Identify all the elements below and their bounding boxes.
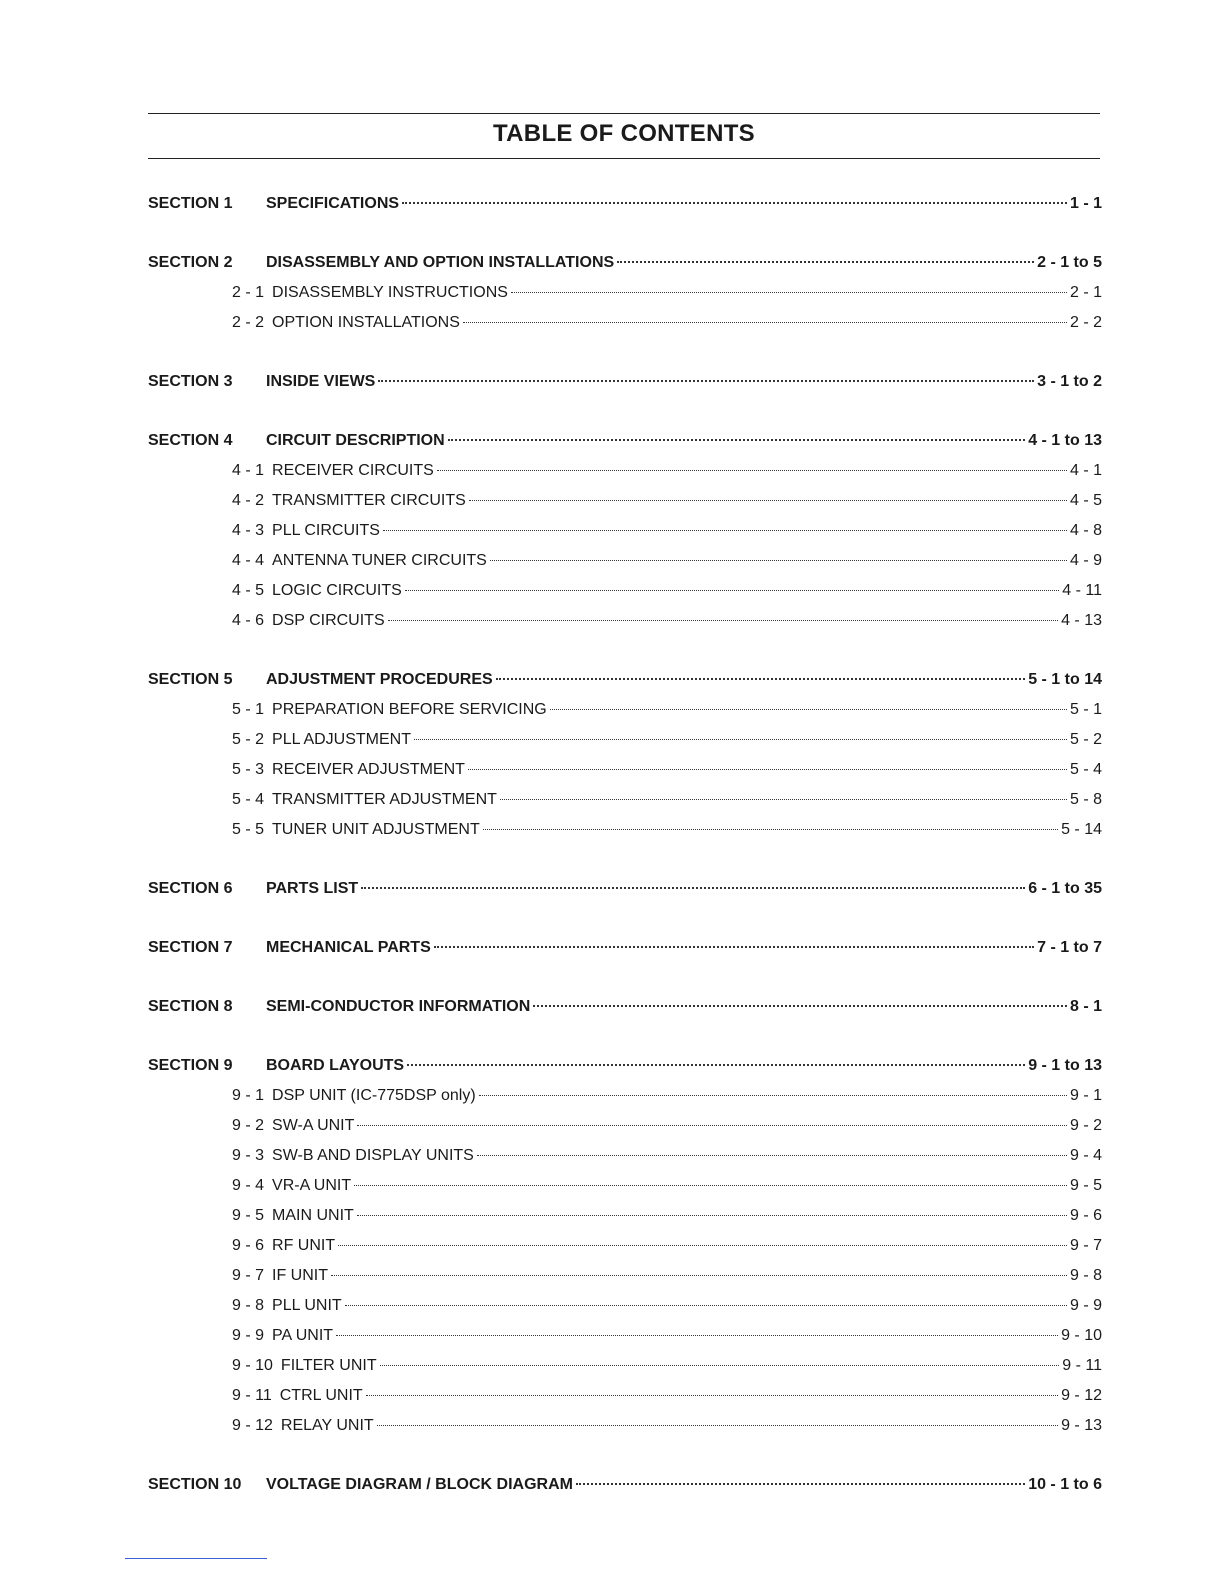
section-label: SECTION 5 bbox=[148, 671, 233, 688]
section-label: SECTION 9 bbox=[148, 1057, 233, 1074]
subsection-row bbox=[148, 821, 1102, 851]
subsection-row bbox=[148, 582, 1102, 612]
section-row bbox=[148, 254, 1102, 284]
dot-leader bbox=[479, 1095, 1067, 1096]
dot-leader bbox=[383, 530, 1067, 531]
section-row bbox=[148, 195, 1102, 225]
dot-leader bbox=[483, 829, 1058, 830]
section-page: 4 - 1 to 13 bbox=[1028, 432, 1102, 449]
section-page: 2 - 1 to 5 bbox=[1037, 254, 1102, 271]
subsection-entry-link[interactable] bbox=[232, 1117, 1102, 1135]
subsection-page: 9 - 8 bbox=[1069, 1267, 1102, 1284]
dot-leader bbox=[437, 470, 1067, 471]
subsection-row bbox=[148, 612, 1102, 642]
subsection-entry-link[interactable] bbox=[232, 1417, 1102, 1435]
dot-leader bbox=[469, 500, 1067, 501]
subsection-number: 9 - 5 bbox=[232, 1207, 265, 1224]
subsection-row bbox=[148, 1327, 1102, 1357]
section-label: SECTION 10 bbox=[148, 1476, 242, 1493]
dot-leader bbox=[338, 1245, 1067, 1246]
top-rule bbox=[148, 113, 1100, 114]
subsection-page: 4 - 11 bbox=[1062, 582, 1102, 599]
subsection-number: 9 - 12 bbox=[232, 1417, 273, 1434]
subsection-entry-link[interactable] bbox=[232, 522, 1102, 540]
subsection-title: RECEIVER ADJUSTMENT bbox=[272, 761, 465, 778]
section-label: SECTION 4 bbox=[148, 432, 233, 449]
subsection-page: 9 - 12 bbox=[1061, 1387, 1102, 1404]
section-page: 5 - 1 to 14 bbox=[1028, 671, 1102, 688]
subsection-page: 9 - 4 bbox=[1069, 1147, 1102, 1164]
subsection-entry-link[interactable] bbox=[232, 1207, 1102, 1225]
subsection-row bbox=[148, 1237, 1102, 1267]
subsection-page: 4 - 5 bbox=[1069, 492, 1102, 509]
section-entry-link[interactable] bbox=[266, 254, 1102, 272]
subsection-number: 9 - 4 bbox=[232, 1177, 265, 1194]
subsection-page: 9 - 1 bbox=[1069, 1087, 1102, 1104]
dot-leader bbox=[500, 799, 1067, 800]
dot-leader bbox=[377, 1425, 1058, 1426]
section-row bbox=[148, 1476, 1102, 1506]
subsection-page: 5 - 1 bbox=[1069, 701, 1102, 718]
dot-leader bbox=[366, 1395, 1058, 1396]
subsection-page: 9 - 13 bbox=[1061, 1417, 1102, 1434]
section-entry-link[interactable] bbox=[266, 998, 1102, 1016]
subsection-page: 5 - 14 bbox=[1061, 821, 1102, 838]
subsection-number: 4 - 5 bbox=[232, 582, 265, 599]
subsection-row bbox=[148, 791, 1102, 821]
subsection-number: 4 - 6 bbox=[232, 612, 265, 629]
section-page: 8 - 1 bbox=[1069, 998, 1102, 1015]
section-label: SECTION 8 bbox=[148, 998, 233, 1015]
subsection-entry-link[interactable] bbox=[232, 582, 1102, 600]
section-entry-link[interactable] bbox=[266, 1057, 1102, 1075]
subsection-entry-link[interactable] bbox=[232, 284, 1102, 302]
subsection-title: DISASSEMBLY INSTRUCTIONS bbox=[272, 284, 508, 301]
subsection-row bbox=[148, 552, 1102, 582]
dot-leader bbox=[380, 1365, 1060, 1366]
subsection-title: DSP CIRCUITS bbox=[272, 612, 385, 629]
subsection-number: 9 - 3 bbox=[232, 1147, 265, 1164]
page-title: TABLE OF CONTENTS bbox=[493, 120, 755, 147]
section-title: SPECIFICATIONS bbox=[266, 195, 400, 212]
subsection-entry-link[interactable] bbox=[232, 1237, 1102, 1255]
subsection-row bbox=[148, 522, 1102, 552]
dot-leader bbox=[496, 678, 1026, 680]
table-of-contents bbox=[148, 195, 1102, 1506]
subsection-page: 4 - 9 bbox=[1069, 552, 1102, 569]
subsection-page: 9 - 9 bbox=[1069, 1297, 1102, 1314]
subsection-page: 5 - 8 bbox=[1069, 791, 1102, 808]
dot-leader bbox=[533, 1005, 1067, 1007]
subsection-page: 4 - 1 bbox=[1069, 462, 1102, 479]
subsection-row bbox=[148, 1147, 1102, 1177]
subsection-number: 4 - 4 bbox=[232, 552, 265, 569]
subsection-number: 9 - 1 bbox=[232, 1087, 265, 1104]
dot-leader bbox=[448, 439, 1026, 441]
subsection-title: PLL UNIT bbox=[272, 1297, 342, 1314]
section-row bbox=[148, 671, 1102, 701]
dot-leader bbox=[576, 1483, 1025, 1485]
subsection-title: PLL CIRCUITS bbox=[272, 522, 380, 539]
subsection-entry-link[interactable] bbox=[232, 821, 1102, 839]
subsection-title: TUNER UNIT ADJUSTMENT bbox=[272, 821, 480, 838]
subsection-page: 4 - 8 bbox=[1069, 522, 1102, 539]
subsection-page: 9 - 11 bbox=[1062, 1357, 1102, 1374]
subsection-title: RELAY UNIT bbox=[280, 1417, 374, 1434]
subsection-row bbox=[148, 1177, 1102, 1207]
section-entry-link[interactable] bbox=[266, 1476, 1102, 1494]
dot-leader bbox=[468, 769, 1067, 770]
subsection-row bbox=[148, 1357, 1102, 1387]
section-page: 3 - 1 to 2 bbox=[1037, 373, 1102, 390]
dot-leader bbox=[378, 380, 1034, 382]
subsection-entry-link[interactable] bbox=[232, 462, 1102, 480]
subsection-row bbox=[148, 1387, 1102, 1417]
section-page: 10 - 1 to 6 bbox=[1028, 1476, 1102, 1493]
subsection-number: 9 - 7 bbox=[232, 1267, 265, 1284]
subsection-title: PLL ADJUSTMENT bbox=[272, 731, 412, 748]
section-entry-link[interactable] bbox=[266, 880, 1102, 898]
section-title: PARTS LIST bbox=[266, 880, 359, 897]
subsection-title: CTRL UNIT bbox=[279, 1387, 363, 1404]
subsection-number: 9 - 6 bbox=[232, 1237, 265, 1254]
subsection-page: 9 - 6 bbox=[1069, 1207, 1102, 1224]
subsection-row bbox=[148, 1207, 1102, 1237]
subsection-number: 5 - 3 bbox=[232, 761, 265, 778]
subsection-row bbox=[148, 1417, 1102, 1447]
subsection-title: IF UNIT bbox=[272, 1267, 329, 1284]
subsection-title: DSP UNIT (IC-775DSP only) bbox=[272, 1087, 476, 1104]
subsection-title: PA UNIT bbox=[272, 1327, 334, 1344]
subsection-entry-link[interactable] bbox=[232, 791, 1102, 809]
subsection-entry-link[interactable] bbox=[232, 492, 1102, 510]
section-label: SECTION 2 bbox=[148, 254, 233, 271]
subsection-title: FILTER UNIT bbox=[280, 1357, 377, 1374]
dot-leader bbox=[490, 560, 1067, 561]
subsection-entry-link[interactable] bbox=[232, 1387, 1102, 1405]
section-row bbox=[148, 1057, 1102, 1087]
subsection-row bbox=[148, 1087, 1102, 1117]
subsection-page: 9 - 2 bbox=[1069, 1117, 1102, 1134]
dot-leader bbox=[617, 261, 1034, 263]
section-label: SECTION 6 bbox=[148, 880, 233, 897]
subsection-page: 9 - 7 bbox=[1069, 1237, 1102, 1254]
subsection-number: 9 - 11 bbox=[232, 1387, 272, 1404]
subsection-title: LOGIC CIRCUITS bbox=[272, 582, 402, 599]
section-title: CIRCUIT DESCRIPTION bbox=[266, 432, 445, 449]
subsection-page: 9 - 5 bbox=[1069, 1177, 1102, 1194]
subsection-row bbox=[148, 284, 1102, 314]
subsection-row bbox=[148, 731, 1102, 761]
dot-leader bbox=[336, 1335, 1058, 1336]
subsection-title: RECEIVER CIRCUITS bbox=[272, 462, 434, 479]
section-page: 1 - 1 bbox=[1069, 195, 1102, 212]
dot-leader bbox=[405, 590, 1059, 591]
section-entry-link[interactable] bbox=[266, 373, 1102, 391]
dot-leader bbox=[511, 292, 1067, 293]
dot-leader bbox=[414, 739, 1067, 740]
subsection-row bbox=[148, 1297, 1102, 1327]
subsection-page: 2 - 2 bbox=[1069, 314, 1102, 331]
subsection-number: 4 - 3 bbox=[232, 522, 265, 539]
subsection-number: 9 - 10 bbox=[232, 1357, 273, 1374]
section-page: 9 - 1 to 13 bbox=[1028, 1057, 1102, 1074]
subsection-number: 2 - 1 bbox=[232, 284, 265, 301]
subsection-entry-link[interactable] bbox=[232, 731, 1102, 749]
dot-leader bbox=[463, 322, 1067, 323]
dot-leader bbox=[361, 887, 1025, 889]
dot-leader bbox=[354, 1185, 1067, 1186]
section-row bbox=[148, 939, 1102, 969]
subsection-row bbox=[148, 314, 1102, 344]
subsection-title: TRANSMITTER CIRCUITS bbox=[272, 492, 466, 509]
subsection-row bbox=[148, 761, 1102, 791]
subsection-number: 2 - 2 bbox=[232, 314, 265, 331]
subsection-row bbox=[148, 1267, 1102, 1297]
subsection-page: 2 - 1 bbox=[1069, 284, 1102, 301]
section-title: ADJUSTMENT PROCEDURES bbox=[266, 671, 493, 688]
section-page: 6 - 1 to 35 bbox=[1028, 880, 1102, 897]
section-title: BOARD LAYOUTS bbox=[266, 1057, 405, 1074]
section-row bbox=[148, 432, 1102, 462]
dot-leader bbox=[357, 1215, 1067, 1216]
subsection-entry-link[interactable] bbox=[232, 1297, 1102, 1315]
section-title: DISASSEMBLY AND OPTION INSTALLATIONS bbox=[266, 254, 615, 271]
dot-leader bbox=[331, 1275, 1067, 1276]
subsection-row bbox=[148, 701, 1102, 731]
dot-leader bbox=[550, 709, 1067, 710]
subsection-title: SW-B AND DISPLAY UNITS bbox=[272, 1147, 474, 1164]
dot-leader bbox=[434, 946, 1034, 948]
subsection-number: 5 - 2 bbox=[232, 731, 265, 748]
subsection-entry-link[interactable] bbox=[232, 1267, 1102, 1285]
subsection-entry-link[interactable] bbox=[232, 1087, 1102, 1105]
subsection-number: 5 - 5 bbox=[232, 821, 265, 838]
subsection-page: 5 - 2 bbox=[1069, 731, 1102, 748]
dot-leader bbox=[477, 1155, 1067, 1156]
section-entry-link[interactable] bbox=[266, 195, 1102, 213]
subsection-entry-link[interactable] bbox=[232, 761, 1102, 779]
subsection-row bbox=[148, 462, 1102, 492]
subsection-row bbox=[148, 1117, 1102, 1147]
subsection-entry-link[interactable] bbox=[232, 1357, 1102, 1375]
subsection-title: ANTENNA TUNER CIRCUITS bbox=[272, 552, 487, 569]
subsection-number: 9 - 2 bbox=[232, 1117, 265, 1134]
subsection-number: 5 - 4 bbox=[232, 791, 265, 808]
section-title: INSIDE VIEWS bbox=[266, 373, 376, 390]
subsection-title: TRANSMITTER ADJUSTMENT bbox=[272, 791, 497, 808]
subsection-page: 4 - 13 bbox=[1061, 612, 1102, 629]
subsection-number: 4 - 2 bbox=[232, 492, 265, 509]
section-entry-link[interactable] bbox=[266, 671, 1102, 689]
subsection-title: RF UNIT bbox=[272, 1237, 336, 1254]
subsection-page: 5 - 4 bbox=[1069, 761, 1102, 778]
title-underline-rule bbox=[148, 158, 1100, 159]
section-title: SEMI-CONDUCTOR INFORMATION bbox=[266, 998, 531, 1015]
subsection-number: 9 - 9 bbox=[232, 1327, 265, 1344]
subsection-number: 9 - 8 bbox=[232, 1297, 265, 1314]
dot-leader bbox=[357, 1125, 1067, 1126]
subsection-entry-link[interactable] bbox=[232, 1147, 1102, 1165]
subsection-title: SW-A UNIT bbox=[272, 1117, 355, 1134]
subsection-number: 5 - 1 bbox=[232, 701, 265, 718]
subsection-row bbox=[148, 492, 1102, 522]
section-label: SECTION 1 bbox=[148, 195, 233, 212]
subsection-title: OPTION INSTALLATIONS bbox=[272, 314, 460, 331]
subsection-entry-link[interactable] bbox=[232, 552, 1102, 570]
section-label: SECTION 7 bbox=[148, 939, 233, 956]
subsection-title: VR-A UNIT bbox=[272, 1177, 352, 1194]
dot-leader bbox=[345, 1305, 1067, 1306]
section-title: VOLTAGE DIAGRAM / BLOCK DIAGRAM bbox=[266, 1476, 573, 1493]
dot-leader bbox=[388, 620, 1058, 621]
section-page: 7 - 1 to 7 bbox=[1037, 939, 1102, 956]
section-row bbox=[148, 373, 1102, 403]
section-row bbox=[148, 880, 1102, 910]
section-entry-link[interactable] bbox=[266, 432, 1102, 450]
dot-leader bbox=[407, 1064, 1025, 1066]
subsection-entry-link[interactable] bbox=[232, 314, 1102, 332]
section-title: MECHANICAL PARTS bbox=[266, 939, 431, 956]
section-label: SECTION 3 bbox=[148, 373, 233, 390]
dot-leader bbox=[402, 202, 1067, 204]
subsection-entry-link[interactable] bbox=[232, 701, 1102, 719]
footer-link-line bbox=[125, 1558, 267, 1559]
section-row bbox=[148, 998, 1102, 1028]
subsection-number: 4 - 1 bbox=[232, 462, 265, 479]
subsection-title: MAIN UNIT bbox=[272, 1207, 354, 1224]
subsection-entry-link[interactable] bbox=[232, 1177, 1102, 1195]
subsection-entry-link[interactable] bbox=[232, 1327, 1102, 1345]
subsection-title: PREPARATION BEFORE SERVICING bbox=[272, 701, 547, 718]
subsection-entry-link[interactable] bbox=[232, 612, 1102, 630]
subsection-page: 9 - 10 bbox=[1061, 1327, 1102, 1344]
section-entry-link[interactable] bbox=[266, 939, 1102, 957]
